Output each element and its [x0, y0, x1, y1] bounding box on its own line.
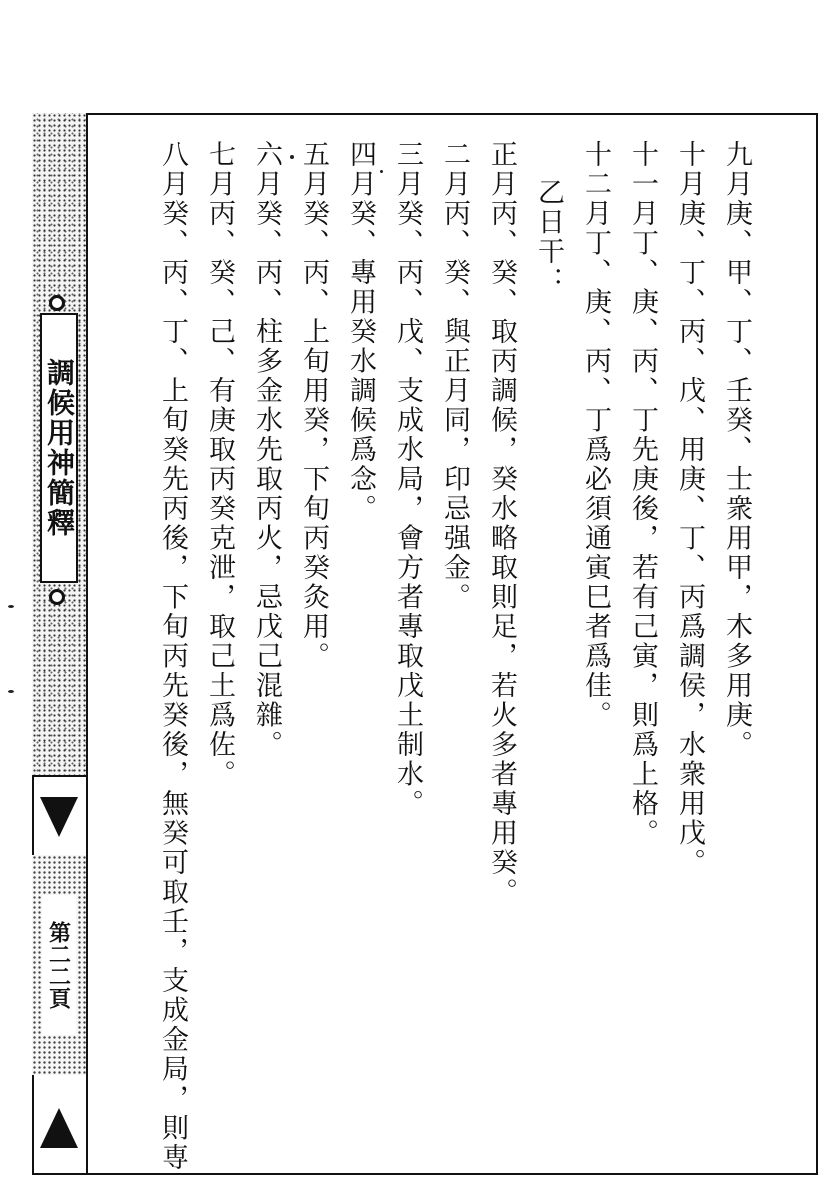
triangle-down-icon — [40, 797, 78, 837]
circle-ornament-icon — [49, 589, 65, 605]
scan-speck — [8, 690, 14, 693]
text-column: 十月庚、丁、丙、戊、用庚、丁、丙爲調侯，水衆用戊。 — [674, 140, 705, 878]
text-column: 六月癸、丙、柱多金水先取丙火，忌戊己混雜。 — [251, 140, 282, 760]
page-number-box — [32, 855, 86, 1075]
text-column: 三月癸、丙、戊、支成水局，會方者專取戊土制水。 — [392, 140, 423, 819]
text-column: 正月丙、癸、取丙調候，癸水略取則足，若火多者專用癸。 — [486, 140, 517, 907]
sidebar-pattern — [32, 113, 86, 775]
text-column: 七月丙、癸、己、有庚取丙癸克泄，取己土爲佐。 — [204, 140, 235, 789]
main-text — [100, 140, 760, 1173]
text-column: 二月丙、癸、與正月同，印忌强金。 — [439, 140, 470, 612]
section-heading: 乙日干： — [533, 178, 564, 296]
scan-speck — [290, 155, 294, 159]
text-column: 八月癸、丙、丁、上旬癸先丙後，下旬丙先癸後，無癸可取壬，支成金局，則専 — [157, 140, 188, 1173]
book-title: 調候用神簡釋 — [40, 313, 78, 583]
sidebar — [32, 113, 88, 1175]
text-column: 九月庚、甲、丁、壬癸、士衆用甲，木多用庚。 — [721, 140, 752, 760]
text-column: 四月癸、專用癸水調候爲念。 — [345, 140, 376, 524]
scan-speck — [380, 170, 383, 173]
scan-speck — [8, 605, 14, 608]
text-column: 十一月丁、庚、丙、丁先庚後，若有己寅，則爲上格。 — [627, 140, 658, 848]
text-column: 五月癸、丙、上旬用癸，下旬丙癸灸用。 — [298, 140, 329, 671]
page-number: 第二二頁 — [42, 895, 76, 1035]
circle-ornament-icon — [49, 295, 65, 311]
sidebar-divider — [32, 775, 86, 777]
text-column: 十二月丁、庚、丙、丁爲必須通寅巳者爲佳。 — [580, 140, 611, 730]
triangle-up-icon — [40, 1108, 78, 1148]
